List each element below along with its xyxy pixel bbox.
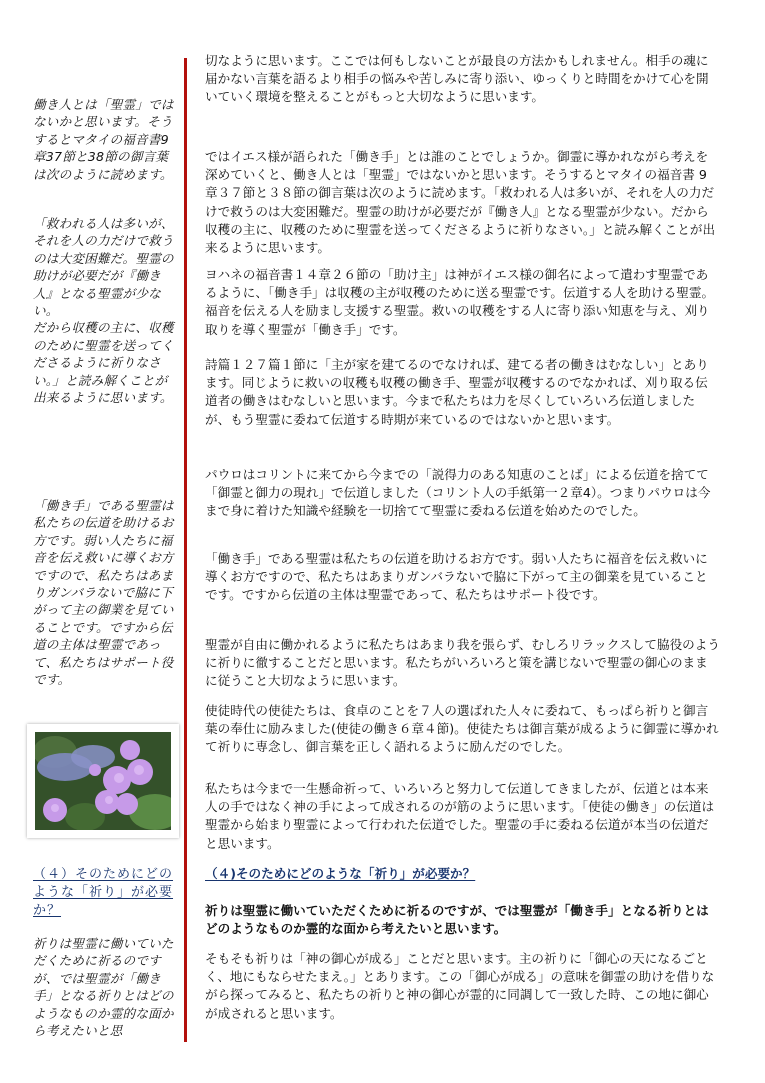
paragraph-text: 私たちは今まで一生懸命祈って、いろいろと努力して伝道してきましたが、伝道とは本来人の手ではなく神の手によって成されるのが筋のように思います。「使徒の働き」の伝道は聖霊から始まり聖霊によって行われた伝道でした。聖霊の手に委ねる伝道が本当の伝道だと思います。 (205, 781, 715, 851)
sidebar-heading-block (33, 866, 180, 920)
paragraph-text: 聖霊が自由に働かれるように私たちはあまり我を張らず、むしろリラックスして脇役のように祈りに徹することだと思います。私たちがいろいろと策を講じないで聖霊の御心のままに従うこと大切なように思います。 (205, 637, 720, 689)
main-paragraph-11 (205, 950, 720, 1023)
sidebar-text: 祈りは聖霊に働いていただくために祈るのですが、では聖霊が「働き手」となる祈りとはどのようなものか霊的な面から考えたいと思 (33, 936, 174, 1039)
main-paragraph-5 (205, 466, 720, 521)
paragraph-text: 使徒時代の使徒たちは、食卓のことを７人の選ばれた人々に委ねて、もっぱら祈りと御言葉の奉仕に励みました(使徒の働き６章４節)。使徒たちは御言葉が成るように御霊に導かれて祈りに専念し、御言葉を正しく語れるように励んだのでした。 (205, 703, 719, 755)
paragraph-text: 「働き手」である聖霊は私たちの伝道を助けるお方です。弱い人たちに福音を伝え救いに導くお方ですので、私たちはあまりガンバラないで脇に下がって主の御業を見ていることです。ですから伝道の主体は聖霊であって、私たちはサポート役です。 (205, 551, 708, 603)
sidebar-quote-1 (33, 96, 180, 183)
main-paragraph-7 (205, 636, 720, 691)
main-section-heading[interactable]: （４)そのためにどのような「祈り」が必要か？ (205, 866, 476, 881)
column-divider-rule (184, 58, 187, 1042)
hydrangea-photo (35, 732, 171, 830)
sidebar-text: だから収穫の主に、収穫のために聖霊を送ってくださるように祈りなさい。」と読み解くことが出来るように思います。 (33, 320, 174, 406)
sidebar-quote-2 (33, 215, 180, 406)
main-paragraph-6 (205, 550, 720, 605)
hydrangea-photo-frame (27, 724, 179, 838)
main-paragraph-4 (205, 356, 720, 429)
sidebar-text: 「救われる人は多いが、それを人の力だけで救うのは大変困難だ。聖霊の助けが必要だが『働き人』となる聖霊が少ない。 (33, 216, 174, 319)
paragraph-text: ヨハネの福音書１４章２６節の「助け主」は神がイエス様の御名によって遣わす聖霊であるように、「働き手」は収穫の主が収穫のために送る聖霊です。伝道する人を助ける聖霊。福音を伝える人を励まし支援する聖霊。救いの収穫をする人に寄り添い知恵を与え、刈り取りを導く聖霊が「働き手」です。 (205, 267, 715, 337)
main-paragraph-3 (205, 266, 720, 339)
paragraph-text: パウロはコリントに来てから今までの「説得力のある知恵のことば」による伝道を捨てて「御霊と御力の現れ」で伝道しました（コリント人の手紙第一２章4）。つまりパウロは今まで身に着けた知識や経験を一切捨てて聖霊に委ねる伝道を始めたのでした。 (205, 467, 711, 519)
main-paragraph-9 (205, 780, 720, 853)
main-paragraph-10 (205, 902, 720, 938)
sidebar-text: 「働き手」である聖霊は私たちの伝道を助けるお方です。弱い人たちに福音を伝え救いに導くお方ですので、私たちはあまりガンバラないで脇に下がって主の御業を見ていることです。ですから伝道の主体は聖霊であって、私たちはサポート役です。 (33, 498, 174, 688)
sidebar-quote-4 (33, 935, 180, 1039)
sidebar-quote-3 (33, 497, 180, 688)
paragraph-text: ではイエス様が語られた「働き手」とは誰のことでしょうか。御霊に導かれながら考えを深めていくと、働き人とは「聖霊」ではないかと思います。そうするとマタイの福音書 9 章３７節と３８節の御言葉は次のように読めます。「救われる人は多いが、それを人の力だけで救うのは大変困難だ。聖霊の助けが必要だが『働き人』となる聖霊が少ない。だから収穫の主に、収穫のために聖霊を送ってくださるように祈りなさい。」と読み解くことが出来るように思います。 (205, 149, 716, 256)
main-paragraph-1 (205, 52, 720, 107)
paragraph-text: 切なように思います。ここでは何もしないことが最良の方法かもしれません。相手の魂に届かない言葉を語るより相手の悩みや苦しみに寄り添い、ゆっくりと時間をかけて心を開いていく環境を整えることがもっと大切なように思います。 (205, 53, 709, 105)
paragraph-text: 詩篇１２７篇１節に「主が家を建てるのでなければ、建てる者の働きはむなしい」とあります。同じように救いの収穫も収穫の働き手、聖霊が収穫するのでなかれば、刈り取る伝道者の働きはむなしいと思います。今まで私たちは力を尽くしていろいろ伝道しましたが、もう聖霊に委ねて伝道する時期が来ているのではないかと思います。 (205, 357, 709, 427)
sidebar-section-heading[interactable]: （４）そのためにどのような「祈り」が必要か？ (33, 867, 174, 918)
main-paragraph-8 (205, 702, 720, 757)
paragraph-text-bold: 祈りは聖霊に働いていただくために祈るのですが、では聖霊が「働き手」となる祈りとはどのようなものか霊的な面から考えたいと思います。 (205, 903, 709, 937)
paragraph-text: そもそも祈りは「神の御心が成る」ことだと思います。主の祈りに「御心の天になるごとく、地にもならせたまえ。」とあります。この「御心が成る」の意味を御霊の助けを借りながら探ってみると、私たちの祈りと神の御心が霊的に同調して一致した時、この地に御心が成されると思います。 (205, 951, 715, 1021)
main-paragraph-2 (205, 148, 720, 257)
main-heading-block (205, 865, 720, 883)
sidebar-text: 働き人とは「聖霊」ではないかと思います。そうするとマタイの福音書9章37節と38節の御言葉は次のように読めます。 (33, 97, 174, 182)
